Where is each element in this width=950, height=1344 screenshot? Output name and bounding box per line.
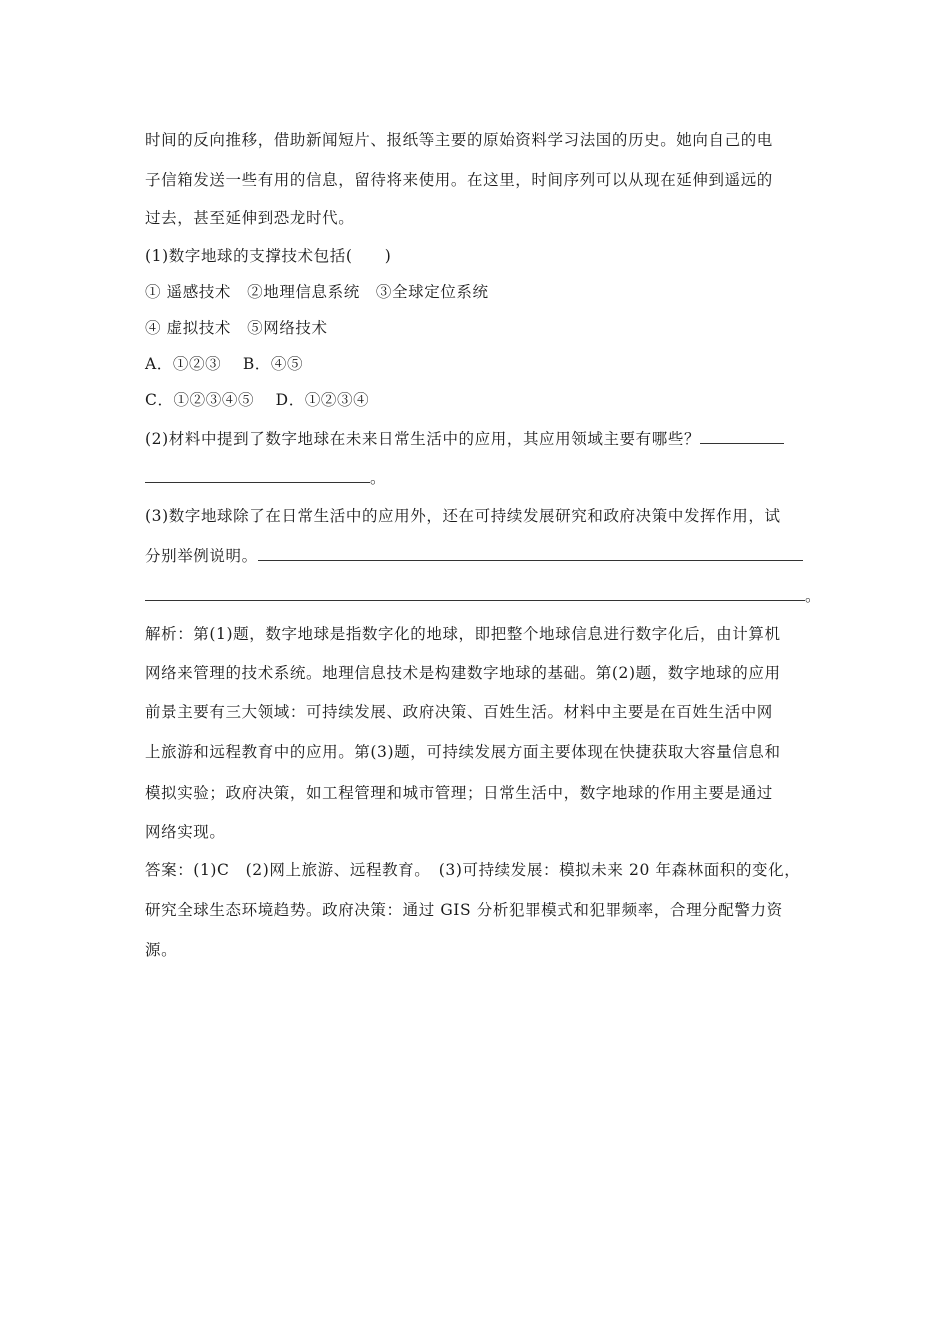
answer-line-3: 源。 — [145, 941, 178, 959]
analysis-line-3: 前景主要有三大领域：可持续发展、政府决策、百姓生活。材料中主要是在百姓生活中网 — [145, 703, 773, 721]
q1-stem: (1)数字地球的支撑技术包括( ) — [145, 247, 392, 265]
q2-stem: (2)材料中提到了数字地球在未来日常生活中的应用，其应用领域主要有哪些？ — [145, 430, 701, 448]
q3-line-2 — [145, 546, 803, 566]
answer-line-1: 答案：(1)C (2)网上旅游、远程教育。 (3)可持续发展：模拟未来 20 年森林面积的变化， — [145, 861, 801, 879]
passage-line-3: 过去，甚至延伸到恐龙时代。 — [145, 209, 355, 227]
q3-end-mark: 。 — [805, 587, 822, 605]
q1-options-cd: C．①②③④⑤ D．①②③④ — [145, 391, 370, 409]
q3-line-3 — [145, 586, 821, 606]
q2-end-mark: 。 — [370, 469, 387, 487]
q2-line-2 — [145, 468, 386, 488]
analysis-line-4: 上旅游和远程教育中的应用。第(3)题，可持续发展方面主要体现在快捷获取大容量信息和 — [145, 743, 781, 761]
q3-stem-line-1: (3)数字地球除了在日常生活中的应用外，还在可持续发展研究和政府决策中发挥作用，试 — [145, 507, 781, 525]
q1-options-ab: A．①②③ B．④⑤ — [145, 355, 304, 373]
answer-line-2: 研究全球生态环境趋势。政府决策：通过 GIS 分析犯罪模式和犯罪频率，合理分配警力资 — [145, 901, 783, 919]
q2-answer-blank-1[interactable] — [700, 429, 784, 444]
q3-stem-line-2: 分别举例说明。 — [145, 547, 258, 565]
analysis-line-5: 模拟实验；政府决策，如工程管理和城市管理；日常生活中，数字地球的作用主要是通过 — [145, 784, 773, 802]
analysis-line-2: 网络来管理的技术系统。地理信息技术是构建数字地球的基础。第(2)题，数字地球的应用 — [145, 664, 781, 682]
analysis-line-6: 网络实现。 — [145, 823, 226, 841]
passage-line-2: 子信箱发送一些有用的信息，留待将来使用。在这里，时间序列可以从现在延伸到遥远的 — [145, 171, 773, 189]
passage-line-1: 时间的反向推移，借助新闻短片、报纸等主要的原始资料学习法国的历史。她向自己的电 — [145, 131, 773, 149]
q2-line-1 — [145, 429, 784, 449]
analysis-line-1: 解析：第(1)题，数字地球是指数字化的地球，即把整个地球信息进行数字化后，由计算机 — [145, 625, 781, 643]
q1-items-line-2: ④ 虚拟技术 ⑤网络技术 — [145, 319, 328, 337]
q2-answer-blank-2[interactable] — [145, 468, 370, 483]
q1-items-line-1: ① 遥感技术 ②地理信息系统 ③全球定位系统 — [145, 283, 489, 301]
q3-answer-blank-1[interactable] — [258, 546, 803, 561]
q3-answer-blank-2[interactable] — [145, 586, 805, 601]
